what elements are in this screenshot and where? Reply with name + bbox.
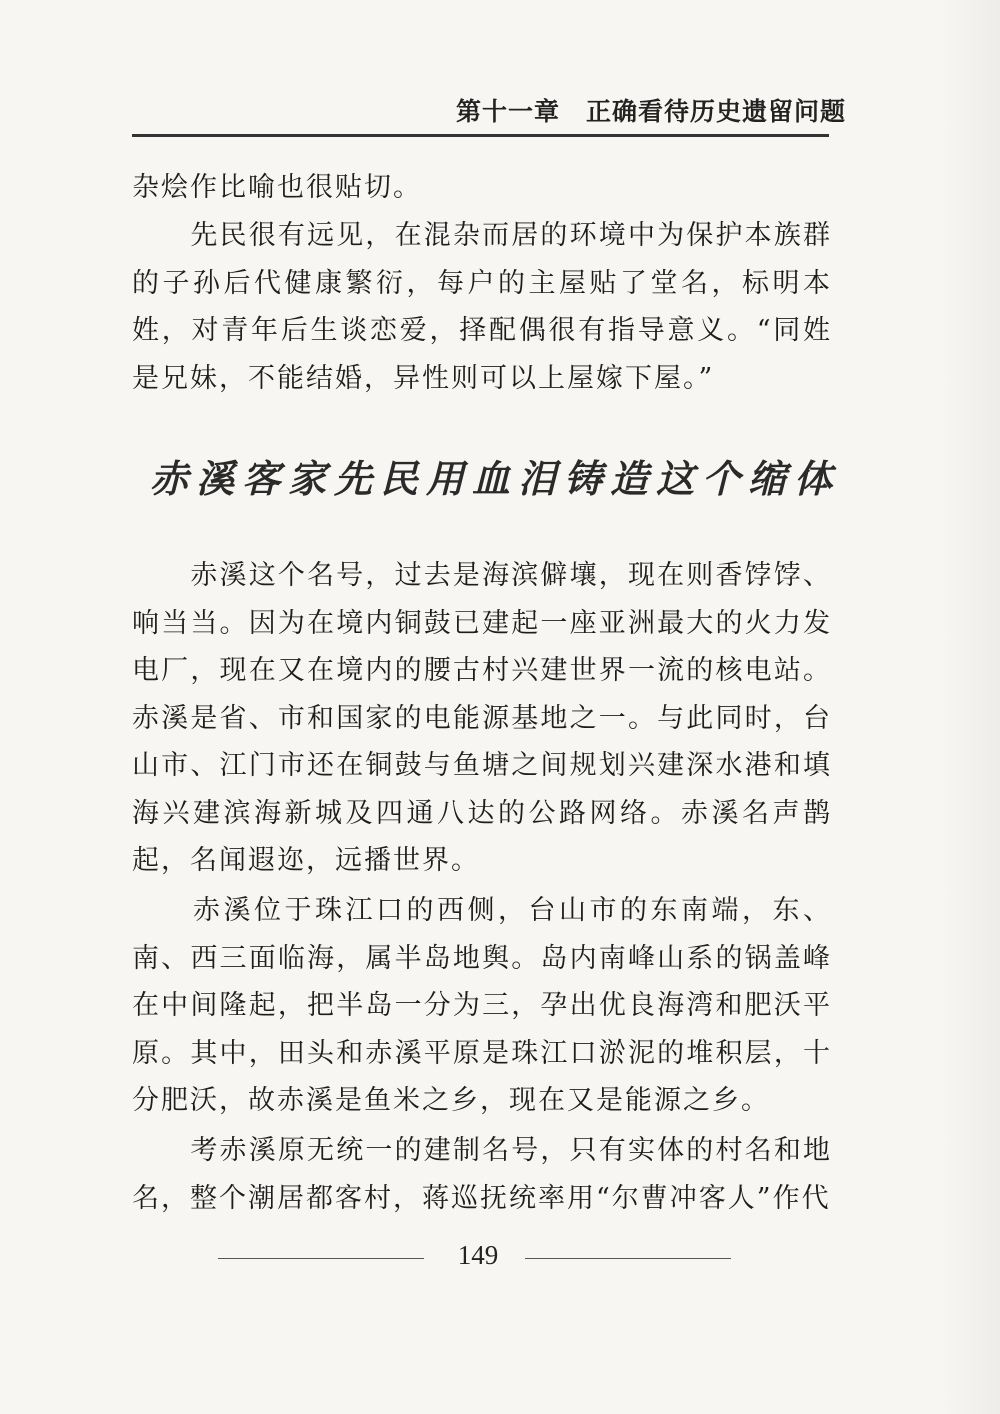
section-title: 赤溪客家先民用血泪铸造这个缩体 bbox=[150, 456, 841, 501]
header-rule bbox=[132, 134, 829, 137]
paragraph-ancestors: 先民很有远见，在混杂而居的环境中为保护本族群的子孙后代健康繁衍，每户的主屋贴了堂名，标明本姓，对青年后生谈恋爱，择配偶很有指导意义。“同姓是兄妹，不能结婚，异性则可以上屋嫁下屋。” bbox=[132, 220, 832, 394]
footer-rule-right bbox=[525, 1258, 731, 1259]
paragraph-chixi-history: 考赤溪原无统一的建制名号，只有实体的村名和地名，整个潮居都客村，蒋巡抚统率用“尔曹冲客人”作代 bbox=[132, 1135, 832, 1214]
page-edge-shadow bbox=[940, 0, 1000, 1414]
paragraph-continuation: 杂烩作比喻也很贴切。 bbox=[132, 172, 422, 203]
paragraph-chixi-name: 赤溪这个名号，过去是海滨僻壤，现在则香饽饽、响当当。因为在境内铜鼓已建起一座亚洲最大的火力发电厂，现在又在境内的腰古村兴建世界一流的核电站。赤溪是省、市和国家的电能源基地之一。与此同时，台山市、江门市还在铜鼓与鱼塘之间规划兴建深水港和填海兴建滨海新城及四通八达的公路网络。赤溪名声鹊起，名闻遐迩，远播世界。 bbox=[132, 560, 832, 876]
footer-rule-left bbox=[218, 1258, 424, 1259]
page-number: 149 bbox=[457, 1240, 499, 1270]
running-head: 第十一章 正确看待历史遗留问题 bbox=[456, 97, 847, 126]
paragraph-chixi-location: 赤溪位于珠江口的西侧，台山市的东南端，东、南、西三面临海，属半岛地舆。岛内南峰山系的锅盖峰在中间隆起，把半岛一分为三，孕出优良海湾和肥沃平原。其中，田头和赤溪平原是珠江口淤泥的堆积层，十分肥沃，故赤溪是鱼米之乡，现在又是能源之乡。 bbox=[132, 895, 832, 1116]
